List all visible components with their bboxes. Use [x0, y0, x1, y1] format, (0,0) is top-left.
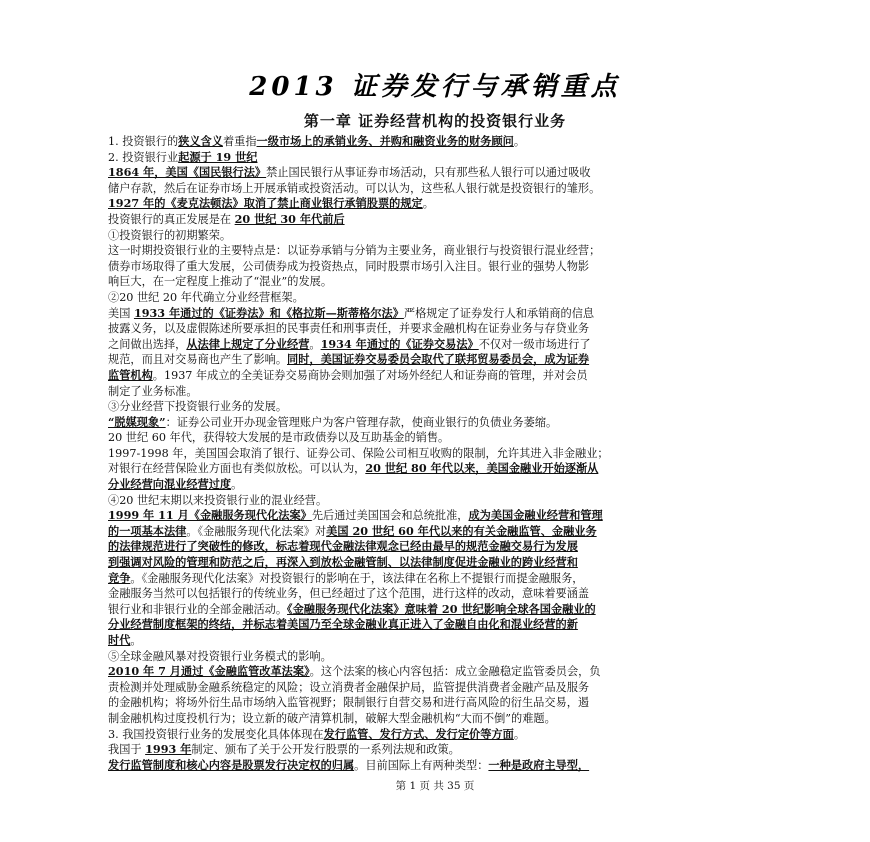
- emphasis-text: 20 世纪 80 年代以来，美国金融业开始逐渐从: [365, 461, 599, 476]
- text-line: [108, 150, 768, 166]
- text-span: 1. 投资银行的: [108, 135, 179, 148]
- body-text: [108, 134, 768, 773]
- emphasis-text: 发行监管制度和核心内容是股票发行决定权的归属: [108, 757, 355, 772]
- emphasis-text: “脱媒现象”: [108, 414, 166, 429]
- emphasis-text: 起源于 19 世纪: [178, 149, 258, 164]
- text-line: [108, 134, 768, 150]
- text-line: [108, 196, 768, 212]
- text-line: [108, 461, 768, 477]
- text-span: 20 世纪 60 年代，获得较大发展的是市政债券以及互助基金的销售。: [108, 431, 450, 445]
- text-span: 的金融机构；将场外衍生品市场纳入监管视野；限制银行自营交易和进行高风险的衍生品交易，遏: [108, 696, 590, 710]
- text-line: [108, 384, 768, 400]
- text-span: 。1937 年成立的全美证券交易商协会则加强了对场外经纪人和证券商的管理，并对会员: [152, 368, 588, 382]
- text-line: [108, 181, 768, 197]
- emphasis-text: 1993 年: [145, 742, 192, 757]
- page-footer: 第 1 页 共 35 页: [395, 780, 475, 792]
- emphasis-text: 一级市场上的承销业务、并购和融资业务的财务顾问: [256, 134, 514, 148]
- emphasis-text: 1864 年，美国《国民银行法》: [108, 165, 267, 180]
- text-span: 规范，而且对交易商也产生了影响。: [108, 353, 288, 367]
- text-span: 禁止国民银行从事证券市场活动，只有那些私人银行可以通过吸收: [266, 166, 591, 180]
- emphasis-text: 的法律规范进行了突破性的修改，标志着现代金融法律观念已经由最早的规范金融交易行为发展: [108, 539, 578, 554]
- emphasis-text: 分业经营向混业经营过度: [108, 477, 232, 492]
- text-line: [108, 415, 768, 431]
- emphasis-text: 同时，美国证券交易委员会取代了联邦贸易委员会，成为证券: [287, 352, 590, 367]
- text-span: 不仅对一级市场进行了: [478, 337, 591, 351]
- text-line: [108, 602, 768, 618]
- emphasis-text: 时代: [108, 633, 131, 647]
- emphasis-text: 发行监管、发行方式、发行定价等方面: [323, 726, 514, 741]
- emphasis-text: 竞争: [108, 570, 131, 585]
- text-span: 。目前国际上有两种类型：: [354, 758, 489, 772]
- text-span: 先后通过美国国会和总统批准，: [311, 509, 469, 523]
- text-line: [108, 539, 768, 555]
- text-line: [108, 758, 768, 774]
- text-span: 我国于: [108, 743, 146, 757]
- text-span: 。这个法案的核心内容包括：成立金融稳定监管委员会，负: [309, 665, 601, 679]
- text-line: [108, 243, 768, 259]
- text-span: 这一时期投资银行业的主要特点是：以证券承销与分销为主要业务，商业银行与投资银行混业经营；: [108, 244, 601, 258]
- text-line: [108, 571, 768, 587]
- text-line: [108, 727, 768, 743]
- text-span: 3. 我国投资银行业务的发展变化具体体现在: [108, 727, 324, 741]
- emphasis-text: 的一项基本法律: [108, 523, 187, 538]
- text-span: ④20 世纪末期以来投资银行业的混业经营。: [108, 493, 328, 507]
- text-line: [108, 649, 768, 665]
- text-line: [108, 212, 768, 228]
- text-line: [108, 228, 768, 244]
- text-span: ③分业经营下投资银行业务的发展。: [108, 400, 288, 414]
- text-line: [108, 290, 768, 306]
- emphasis-text: 20 世纪 30 年代前后: [234, 211, 345, 226]
- text-span: 制金融机构过度投机行为；设立新的破产清算机制，破解大型金融机构“大而不倒”的难题。: [108, 711, 556, 725]
- text-line: [108, 165, 768, 181]
- text-span: 。: [422, 197, 434, 211]
- text-span: 严格规定了证券发行人和承销商的信息: [403, 306, 595, 320]
- text-span: ：证券公司业开办现金管理账户为客户管理存款，使商业银行的负债业务萎缩。: [165, 415, 558, 429]
- text-span: 。: [231, 478, 243, 492]
- text-span: 。《金融服务现代化法案》对投资银行的影响在于，该法律在名称上不提银行而提金融服务，: [130, 571, 584, 585]
- text-line: [108, 742, 768, 758]
- text-span: 。《金融服务现代化法案》对: [186, 524, 327, 538]
- text-line: [108, 680, 768, 696]
- text-line: [108, 274, 768, 290]
- text-span: 美国: [108, 306, 134, 320]
- text-span: 着重指: [222, 135, 257, 148]
- text-span: 。: [309, 337, 321, 351]
- text-line: [108, 633, 768, 649]
- text-span: 之间做出选择，: [108, 337, 187, 351]
- text-span: 响巨大，在一定程度上推动了“混业”的发展。: [108, 275, 333, 289]
- emphasis-text: 狭义含义: [178, 134, 223, 148]
- emphasis-text: 1934 年通过的《证券交易法》: [320, 336, 479, 351]
- emphasis-text: 到强调对风险的管理和防范之后，再深入到放松金融管制、以法律制度促进金融业的跨业经营和: [108, 555, 578, 570]
- emphasis-text: 成为美国金融业经营和管理: [468, 508, 603, 523]
- text-line: [108, 664, 768, 680]
- text-line: [108, 368, 768, 384]
- text-span: 投资银行的真正发展是在: [108, 212, 235, 226]
- text-line: [108, 321, 768, 337]
- chapter-heading: 第一章 证券经营机构的投资银行业务: [303, 112, 567, 130]
- text-span: 2. 投资银行业: [108, 150, 179, 164]
- text-line: [108, 711, 768, 727]
- text-line: [108, 337, 768, 353]
- text-span: 。: [513, 727, 526, 741]
- text-span: 银行业和非银行业的全部金融活动。: [108, 602, 288, 616]
- emphasis-text: 美国 20 世纪 60 年代以来的有关金融监管、金融业务: [326, 523, 597, 538]
- text-line: [108, 477, 768, 493]
- text-span: ⑤全球金融风暴对投资银行业务模式的影响。: [108, 649, 332, 663]
- emphasis-text: 1933 年通过的《证券法》和《格拉斯—斯蒂格尔法》: [133, 305, 404, 320]
- text-line: [108, 617, 768, 633]
- text-span: 债券市场取得了重大发展，公司债券成为投资热点，同时股票市场引入注目。银行业的强势人物影: [108, 259, 590, 273]
- emphasis-text: 一种是政府主导型，: [488, 757, 590, 772]
- emphasis-text: 《金融服务现代化法案》意味着 20 世纪影响全球各国金融业的: [287, 601, 596, 616]
- text-line: [108, 586, 768, 602]
- text-span: ①投资银行的初期繁荣。: [108, 228, 232, 242]
- text-line: [108, 524, 768, 540]
- text-line: [108, 352, 768, 368]
- text-line: [108, 259, 768, 275]
- document-title: 2013 证券发行与承销重点: [249, 72, 621, 102]
- emphasis-text: 2010 年 7 月通过《金融监管改革法案》: [108, 664, 310, 679]
- text-span: 制定、颁布了关于公开发行股票的一系列法规和政策。: [191, 743, 460, 757]
- text-span: 责检测并处理威胁金融系统稳定的风险；设立消费者金融保护局，监管提供消费者金融产品及服务: [108, 680, 590, 694]
- text-line: [108, 306, 768, 322]
- text-line: [108, 555, 768, 571]
- text-span: 披露义务，以及虚假陈述所要承担的民事责任和刑事责任，并要求金融机构在证券业务与存贷业务: [108, 322, 590, 336]
- emphasis-text: 1999 年 11 月《金融服务现代化法案》: [108, 508, 312, 523]
- text-span: 1997-1998 年，美国国会取消了银行、证券公司、保险公司相互收购的限制，允许其进入非金融业；: [108, 446, 609, 460]
- emphasis-text: 监管机构: [108, 367, 153, 382]
- text-span: ②20 世纪 20 年代确立分业经营框架。: [108, 290, 304, 304]
- text-span: 制定了业务标准。: [108, 384, 198, 398]
- text-line: [108, 695, 768, 711]
- text-span: 。: [513, 135, 526, 148]
- text-span: 对银行在经营保险业方面也有类似放松。可以认为，: [108, 462, 366, 476]
- text-span: 金融服务当然可以包括银行的传统业务，但已经超过了这个范围，进行这样的改动，意味着要涵盖: [108, 587, 590, 601]
- text-span: 。: [130, 634, 142, 647]
- text-span: 储户存款，然后在证券市场上开展承销或投资活动。可以认为，这些私人银行就是投资银行的雏形。: [108, 181, 601, 195]
- text-line: [108, 493, 768, 509]
- emphasis-text: 从法律上规定了分业经营: [186, 336, 310, 351]
- text-line: [108, 508, 768, 524]
- text-line: [108, 446, 768, 462]
- text-line: [108, 430, 768, 446]
- text-line: [108, 399, 768, 415]
- emphasis-text: 分业经营制度框架的终结，并标志着美国乃至全球金融业真正进入了金融自由化和混业经营的新: [108, 617, 578, 632]
- emphasis-text: 1927 年的《麦克法顿法》取消了禁止商业银行承销股票的规定: [108, 196, 423, 211]
